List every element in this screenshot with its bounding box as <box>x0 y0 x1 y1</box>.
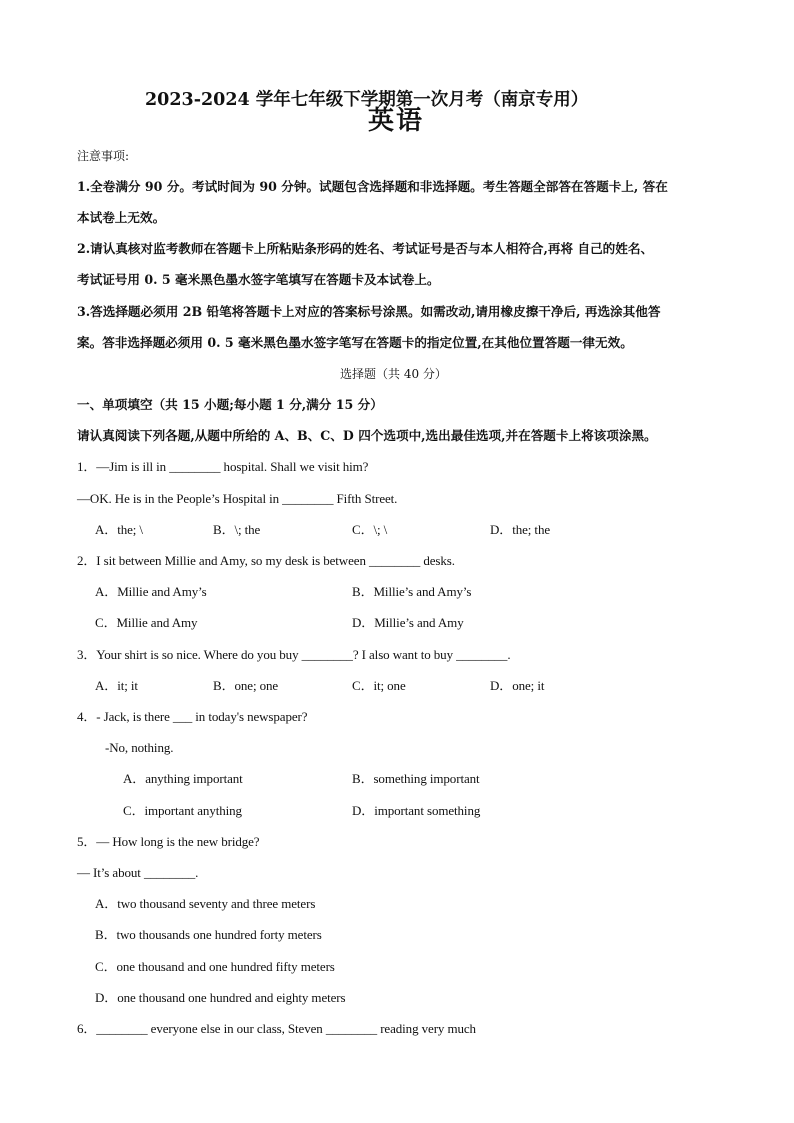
question-4-line-1: 4．- Jack, is there ___ in today's newspaper? <box>77 709 308 724</box>
question-3-option-c: C．it; one <box>352 678 406 693</box>
question-1-option-b: B．\; the <box>213 522 261 537</box>
question-5-line-1: 5．— How long is the new bridge? <box>77 834 260 849</box>
notice-item-3-line-1: 3.答选择题必须用 2B 铅笔将答题卡上对应的答案标号涂黑。如需改动,请用橡皮擦干净后, 再选涂其他答 <box>77 304 661 319</box>
question-5-line-2: — It’s about ________. <box>77 865 199 880</box>
question-3-line-1: 3．Your shirt is so nice. Where do you buy ________? I also want to buy ________. <box>77 647 511 662</box>
question-4-option-a: A．anything important <box>123 771 243 786</box>
question-1-line-1: 1．—Jim is ill in ________ hospital. Shall we visit him? <box>77 459 369 474</box>
question-2-option-a: A．Millie and Amy’s <box>95 584 207 599</box>
subject-title: 英语 <box>368 106 425 136</box>
question-5-option-c: C．one thousand and one hundred fifty meters <box>95 959 335 974</box>
question-1-option-d: D．the; the <box>490 522 551 537</box>
part-1-instruction: 请认真阅读下列各题,从题中所给的 A、B、C、D 四个选项中,选出最佳选项,并在答题卡上将该项涂黑。 <box>77 428 657 443</box>
question-4-option-d: D．important something <box>352 803 481 818</box>
notice-item-1-line-2: 本试卷上无效。 <box>77 210 166 225</box>
question-6-line-1: 6．________ everyone else in our class, Steven ________ reading very much <box>77 1021 476 1036</box>
notice-item-2-line-2: 考试证号用 0. 5 毫米黑色墨水签字笔填写在答题卡及本试卷上。 <box>77 272 440 287</box>
exam-title: 2023-2024 学年七年级下学期第一次月考（南京专用） <box>145 90 589 110</box>
section-title: 选择题（共 40 分） <box>340 367 447 381</box>
question-1-option-a: A．the; \ <box>95 522 143 537</box>
question-4-line-2: -No, nothing. <box>105 740 174 755</box>
question-2-line-1: 2．I sit between Millie and Amy, so my desk is between ________ desks. <box>77 553 455 568</box>
part-1-heading: 一、单项填空（共 15 小题;每小题 1 分,满分 15 分） <box>77 397 383 412</box>
notice-item-2-line-1: 2.请认真核对监考教师在答题卡上所粘贴条形码的姓名、考试证号是否与本人相符合,再将 自己的姓名、 <box>77 241 654 256</box>
question-4-option-b: B．something important <box>352 771 480 786</box>
question-3-option-d: D．one; it <box>490 678 545 693</box>
question-4-option-c: C．important anything <box>123 803 242 818</box>
question-1-line-2: —OK. He is in the People’s Hospital in ________ Fifth Street. <box>77 491 398 506</box>
question-2-option-d: D．Millie’s and Amy <box>352 615 464 630</box>
notice-item-1-line-1: 1.全卷满分 90 分。考试时间为 90 分钟。试题包含选择题和非选择题。考生答题全部答在答题卡上, 答在 <box>77 179 668 194</box>
question-3-option-a: A．it; it <box>95 678 138 693</box>
question-2-option-b: B．Millie’s and Amy’s <box>352 584 472 599</box>
question-2-option-c: C．Millie and Amy <box>95 615 198 630</box>
question-3-option-b: B．one; one <box>213 678 279 693</box>
question-5-option-a: A．two thousand seventy and three meters <box>95 896 316 911</box>
notice-item-3-line-2: 案。答非选择题必须用 0. 5 毫米黑色墨水签字笔写在答题卡的指定位置,在其他位置答题一律无效。 <box>77 335 633 350</box>
question-5-option-b: B．two thousands one hundred forty meters <box>95 927 322 942</box>
question-1-option-c: C．\; \ <box>352 522 388 537</box>
question-5-option-d: D．one thousand one hundred and eighty meters <box>95 990 346 1005</box>
notice-heading: 注意事项: <box>77 149 130 163</box>
